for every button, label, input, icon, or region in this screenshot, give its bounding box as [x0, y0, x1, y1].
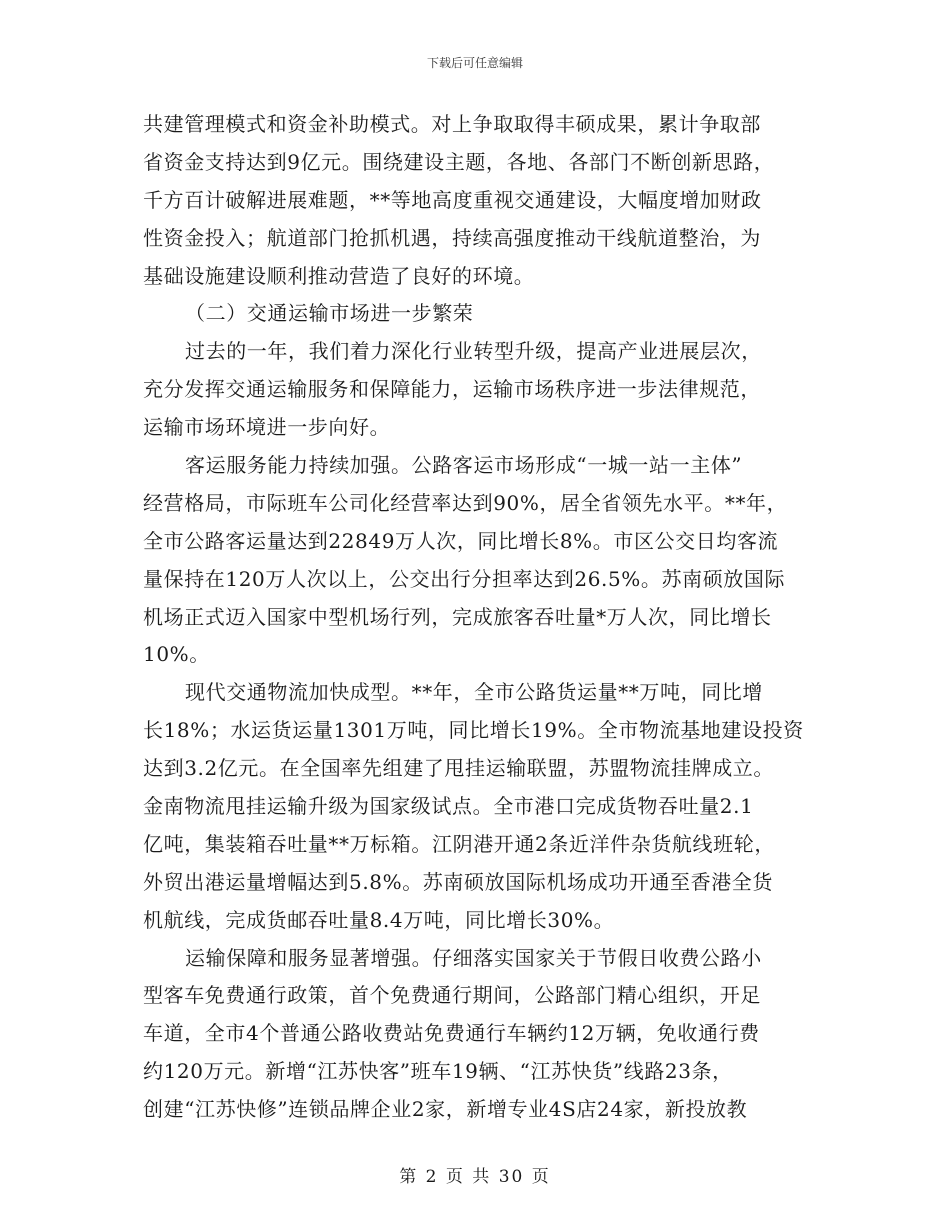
text-line: 共建管理模式和资金补助模式。对上争取取得丰硕成果，累计争取部 [143, 112, 761, 136]
text-line: 充分发挥交通运输服务和保障能力，运输市场秩序进一步法律规范， [143, 377, 761, 402]
text-line: 客运服务能力持续加强。公路客运市场形成“一城一站一主体” [185, 453, 743, 478]
text-line: 性资金投入；航道部门抢抓机遇，持续高强度推动干线航道整治，为 [143, 225, 761, 250]
text-line: 量保持在120万人次以上，公交出行分担率达到26.5%。苏南硕放国际 [143, 566, 786, 591]
text-line: 亿吨，集装箱吞吐量**万标箱。江阴港开通2条近洋件杂货航线班轮， [143, 831, 775, 856]
text-line: （二）交通运输市场进一步繁荣 [185, 301, 474, 326]
text-line: 过去的一年，我们着力深化行业转型升级，提高产业进展层次， [185, 339, 762, 364]
text-line: 运输市场环境进一步向好。 [143, 415, 391, 440]
text-line: 基础设施建设顺利推动营造了良好的环境。 [143, 263, 535, 288]
text-line: 约120万元。新增“江苏快客”班车19辆、“江苏快货”线路23条， [143, 1059, 733, 1084]
text-line: 经营格局，市际班车公司化经营率达到90%，居全省领先水平。**年， [143, 490, 788, 515]
text-line: 外贸出港运量增幅达到5.8%。苏南硕放国际机场成功开通至香港全货 [143, 869, 774, 894]
text-line: 省资金支持达到9亿元。围绕建设主题，各地、各部门不断创新思路， [143, 149, 775, 174]
page-footer: 第 2 页 共 30 页 [399, 1167, 551, 1187]
text-line: 10%。 [143, 642, 210, 667]
text-line: 千方百计破解进展难题，**等地高度重视交通建设，大幅度增加财政 [143, 187, 762, 212]
text-line: 机航线，完成货邮吞吐量8.4万吨，同比增长30%。 [143, 907, 615, 932]
text-line: 机场正式迈入国家中型机场行列，完成旅客吞吐量*万人次，同比增长 [143, 604, 772, 629]
document-body [143, 106, 809, 1129]
text-line: 车道，全市4个普通公路收费站免费通行车辆约12万辆，免收通行费 [143, 1021, 760, 1046]
text-line: 创建“江苏快修”连锁品牌企业2家，新增专业4S店24家，新投放教 [143, 1097, 748, 1122]
text-line: 型客车免费通行政策，首个免费通行期间，公路部门精心组织，开足 [143, 983, 761, 1008]
text-line: 达到3.2亿元。在全国率先组建了甩挂运输联盟，苏盟物流挂牌成立。 [143, 756, 775, 781]
text-line: 金南物流甩挂运输升级为国家级试点。全市港口完成货物吞吐量2.1 [143, 794, 754, 819]
text-line: 现代交通物流加快成型。**年，全市公路货运量**万吨，同比增 [185, 680, 763, 705]
text-line: 长18%；水运货运量1301万吨，同比增长19%。全市物流基地建设投资 [143, 718, 804, 743]
text-line: 运输保障和服务显著增强。仔细落实国家关于节假日收费公路小 [185, 945, 762, 970]
text-line: 全市公路客运量达到22849万人次，同比增长8%。市区公交日均客流 [143, 528, 779, 553]
page-header: 下载后可任意编辑 [426, 56, 523, 70]
